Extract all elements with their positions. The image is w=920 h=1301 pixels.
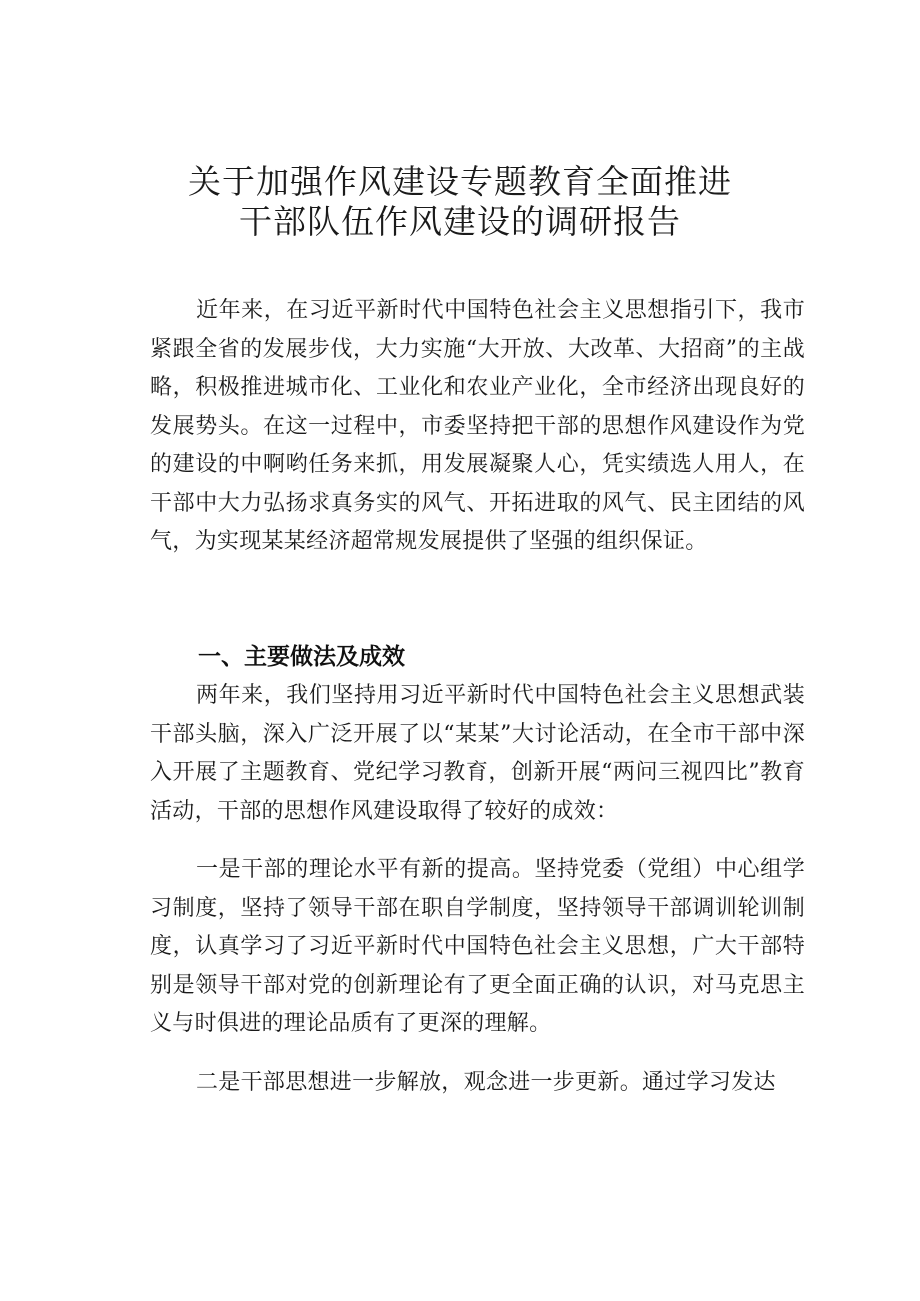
section-heading-main-practices: 一、主要做法及成效: [198, 644, 405, 670]
body-paragraph-intro: 近年来，在习近平新时代中国特色社会主义思想指引下，我市紧跟全省的发展步伐，大力实施“大开放、大改革、大招商”的主战略，积极推进城市化、工业化和农业产业化，全市经济出现良好的发展势头。在这一过程中，市委坚持把干部的思想作风建设作为党的建设的中啊哟任务来抓，用发展凝聚人心，凭实绩选人用人，在干部中大力弘扬求真务实的风气、开拓进取的风气、民主团结的风气，为实现某某经济超常规发展提供了坚强的组织保证。: [150, 298, 805, 554]
body-paragraph-two-years: 两年来，我们坚持用习近平新时代中国特色社会主义思想武装干部头脑，深入广泛开展了以“某某”大讨论活动，在全市干部中深入开展了主题教育、党纪学习教育，创新开展“两问三视四比”教育活动，干部的思想作风建设取得了较好的成效：: [150, 683, 805, 824]
body-paragraph-thought-liberation: 二是干部思想进一步解放，观念进一步更新。通过学习发达: [196, 1070, 776, 1095]
document-title-line-1: 关于加强作风建设专题教育全面推进: [188, 162, 732, 201]
document-title-line-2: 干部队伍作风建设的调研报告: [239, 202, 681, 241]
body-paragraph-theory-level: 一是干部的理论水平有新的提高。坚持党委（党组）中心组学习制度，坚持了领导干部在职自学制度，坚持领导干部调训轮训制度，认真学习了习近平新时代中国特色社会主义思想，广大干部特别是领导干部对党的创新理论有了更全面正确的认识，对马克思主义与时俱进的理论品质有了更深的理解。: [150, 857, 805, 1036]
